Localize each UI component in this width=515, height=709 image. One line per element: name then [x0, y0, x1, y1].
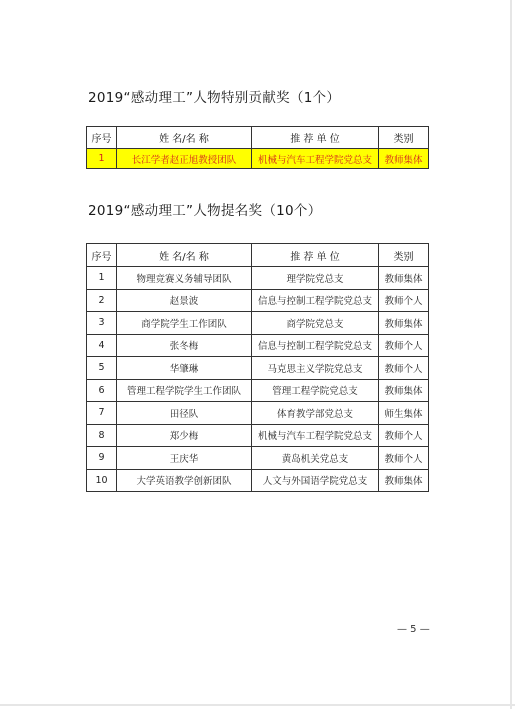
header-type: 类别: [379, 244, 429, 267]
cell-name: 郑少梅: [117, 424, 252, 447]
cell-no: 2: [87, 289, 117, 312]
cell-no: 5: [87, 357, 117, 380]
cell-unit: 信息与控制工程学院党总支: [252, 334, 379, 357]
cell-unit: 商学院党总支: [252, 312, 379, 335]
cell-unit: 体育教学部党总支: [252, 402, 379, 425]
special-award-table: [86, 126, 429, 169]
cell-unit: 信息与控制工程学院党总支: [252, 289, 379, 312]
cell-no: 4: [87, 334, 117, 357]
cell-unit: 机械与汽车工程学院党总支: [252, 149, 379, 169]
table-row: [87, 402, 429, 425]
cell-unit: 黄岛机关党总支: [252, 447, 379, 470]
cell-name: 物理竞赛义务辅导团队: [117, 267, 252, 290]
header-type: 类别: [379, 127, 429, 149]
page-number: — 5 —: [397, 624, 430, 635]
nomination-award-table: [86, 243, 429, 492]
cell-type: 教师个人: [379, 289, 429, 312]
table-header-row: [87, 244, 429, 267]
table-row: [87, 334, 429, 357]
cell-name: 张冬梅: [117, 334, 252, 357]
page-edge-bottom: [0, 704, 515, 706]
cell-name: 赵景波: [117, 289, 252, 312]
table-row: [87, 149, 429, 169]
cell-unit: 管理工程学院党总支: [252, 379, 379, 402]
header-name: 姓 名/名 称: [117, 244, 252, 267]
header-unit: 推 荐 单 位: [252, 244, 379, 267]
cell-unit: 机械与汽车工程学院党总支: [252, 424, 379, 447]
cell-name: 商学院学生工作团队: [117, 312, 252, 335]
cell-no: 8: [87, 424, 117, 447]
table-row: [87, 469, 429, 492]
cell-name: 长江学者赵正旭教授团队: [117, 149, 252, 169]
cell-type: 教师个人: [379, 334, 429, 357]
cell-type: 教师个人: [379, 424, 429, 447]
cell-no: 1: [87, 267, 117, 290]
cell-no: 7: [87, 402, 117, 425]
cell-unit: 人文与外国语学院党总支: [252, 469, 379, 492]
table-row: [87, 424, 429, 447]
header-name: 姓 名/名 称: [117, 127, 252, 149]
cell-type: 教师个人: [379, 357, 429, 380]
cell-type: 师生集体: [379, 402, 429, 425]
cell-no: 1: [87, 149, 117, 169]
header-unit: 推 荐 单 位: [252, 127, 379, 149]
header-no: 序号: [87, 127, 117, 149]
cell-no: 10: [87, 469, 117, 492]
cell-no: 3: [87, 312, 117, 335]
table-row: [87, 289, 429, 312]
cell-name: 王庆华: [117, 447, 252, 470]
cell-type: 教师集体: [379, 312, 429, 335]
special-award-title: 2019“感动理工”人物特别贡献奖（1个）: [88, 90, 341, 106]
cell-unit: 理学院党总支: [252, 267, 379, 290]
nomination-award-title: 2019“感动理工”人物提名奖（10个）: [88, 203, 322, 219]
cell-type: 教师个人: [379, 447, 429, 470]
cell-name: 大学英语教学创新团队: [117, 469, 252, 492]
cell-name: 华肇琳: [117, 357, 252, 380]
cell-type: 教师集体: [379, 469, 429, 492]
cell-unit: 马克思主义学院党总支: [252, 357, 379, 380]
table-row: [87, 267, 429, 290]
table-header-row: [87, 127, 429, 149]
table-row: [87, 379, 429, 402]
cell-no: 6: [87, 379, 117, 402]
cell-type: 教师集体: [379, 149, 429, 169]
cell-type: 教师集体: [379, 267, 429, 290]
header-no: 序号: [87, 244, 117, 267]
cell-name: 管理工程学院学生工作团队: [117, 379, 252, 402]
page-edge-right: [510, 0, 512, 709]
cell-type: 教师集体: [379, 379, 429, 402]
table-row: [87, 357, 429, 380]
table-row: [87, 447, 429, 470]
cell-no: 9: [87, 447, 117, 470]
cell-name: 田径队: [117, 402, 252, 425]
table-row: [87, 312, 429, 335]
